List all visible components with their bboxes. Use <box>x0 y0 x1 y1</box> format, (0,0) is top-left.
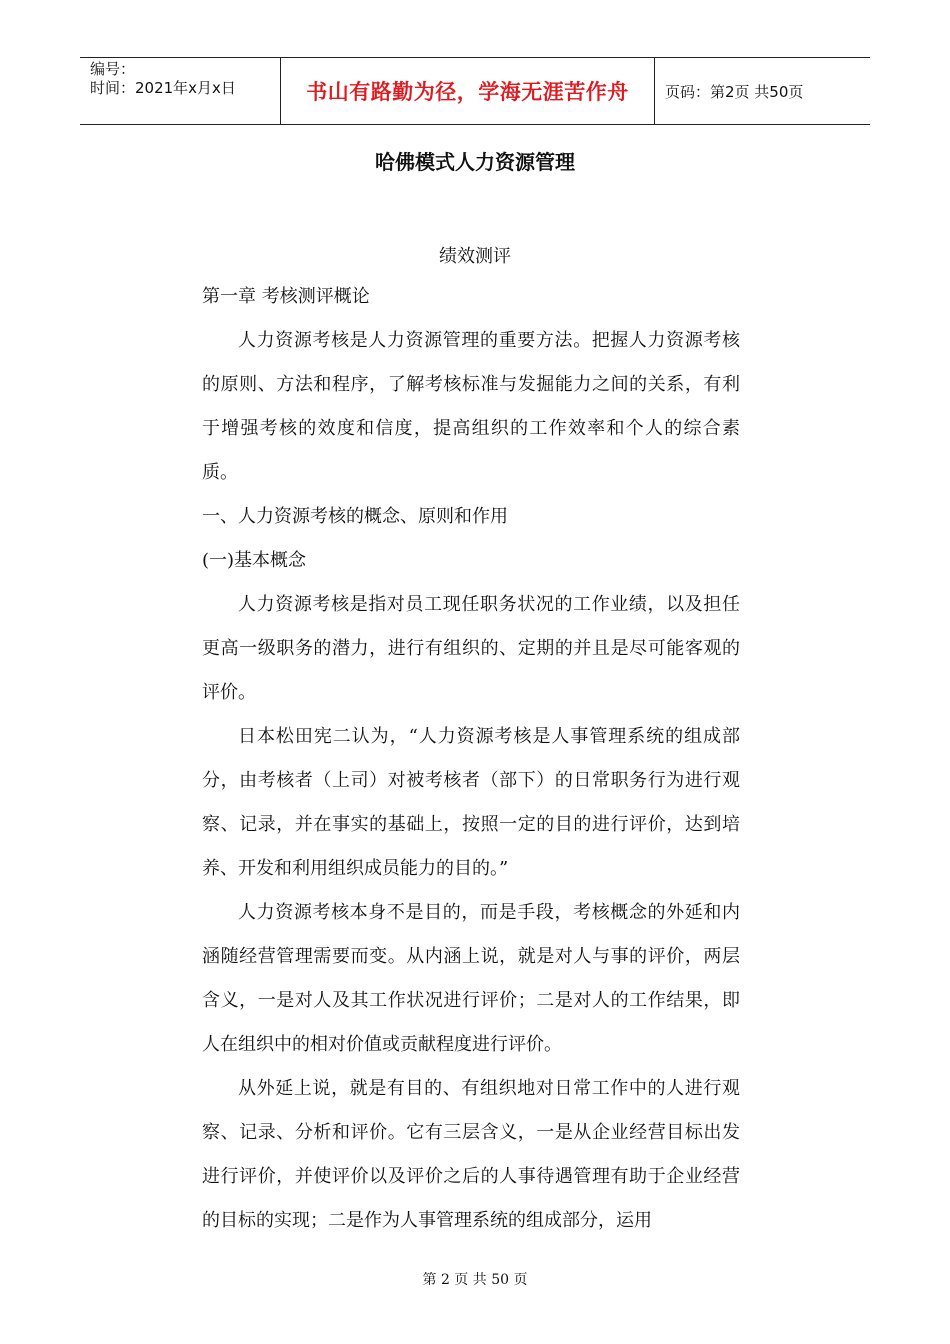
header-meta-cell <box>80 58 281 124</box>
motto-cell <box>281 58 655 124</box>
date-label: 时间：2021年x月x日 <box>90 79 236 97</box>
page-footer: 第 2 页 共 50 页 <box>422 1272 528 1288</box>
body-heading: (一)基本概念 <box>202 550 307 571</box>
serial-number-label: 编号： <box>90 60 136 78</box>
section-title: 绩效测评 <box>439 246 511 267</box>
header-table <box>80 57 870 125</box>
body-heading: 第一章 考核测评概论 <box>202 286 370 307</box>
body-paragraph: 人力资源考核是人力资源管理的重要方法。把握人力资源考核的原则、方法和程序，了解考核标准与发掘能力之间的关系，有利于增强考核的效度和信度，提高组织的工作效率和个人的综合素质。 <box>202 330 740 483</box>
body-paragraph: 从外延上说，就是有目的、有组织地对日常工作中的人进行观察、记录、分析和评价。它有三层含义，一是从企业经营目标出发进行评价，并使评价以及评价之后的人事待遇管理有助于企业经营的目标的实现；二是作为人事管理系统的组成部分，运用 <box>202 1078 740 1231</box>
body-paragraph: 人力资源考核是指对员工现任职务状况的工作业绩，以及担任更高一级职务的潜力，进行有组织的、定期的并且是尽可能客观的评价。 <box>202 594 740 703</box>
body-paragraph: 日本松田宪二认为，“人力资源考核是人事管理系统的组成部分，由考核者（上司）对被考核者（部下）的日常职务行为进行观察、记录，并在事实的基础上，按照一定的目的进行评价，达到培养、开发和利用组织成员能力的目的。” <box>202 726 740 879</box>
page-info-text: 页码：第2页 共50页 <box>665 82 804 101</box>
body-heading: 一、人力资源考核的概念、原则和作用 <box>202 506 508 527</box>
body-paragraph: 人力资源考核本身不是目的，而是手段，考核概念的外延和内涵随经营管理需要而变。从内涵上说，就是对人与事的评价，两层含义，一是对人及其工作状况进行评价；二是对人的工作结果，即人在组织中的相对价值或贡献程度进行评价。 <box>202 902 740 1055</box>
document-title: 哈佛模式人力资源管理 <box>375 150 575 174</box>
page-info-cell <box>655 58 870 124</box>
document-body <box>202 275 740 1243</box>
motto-text: 书山有路勤为径，学海无涯苦作舟 <box>306 80 629 104</box>
